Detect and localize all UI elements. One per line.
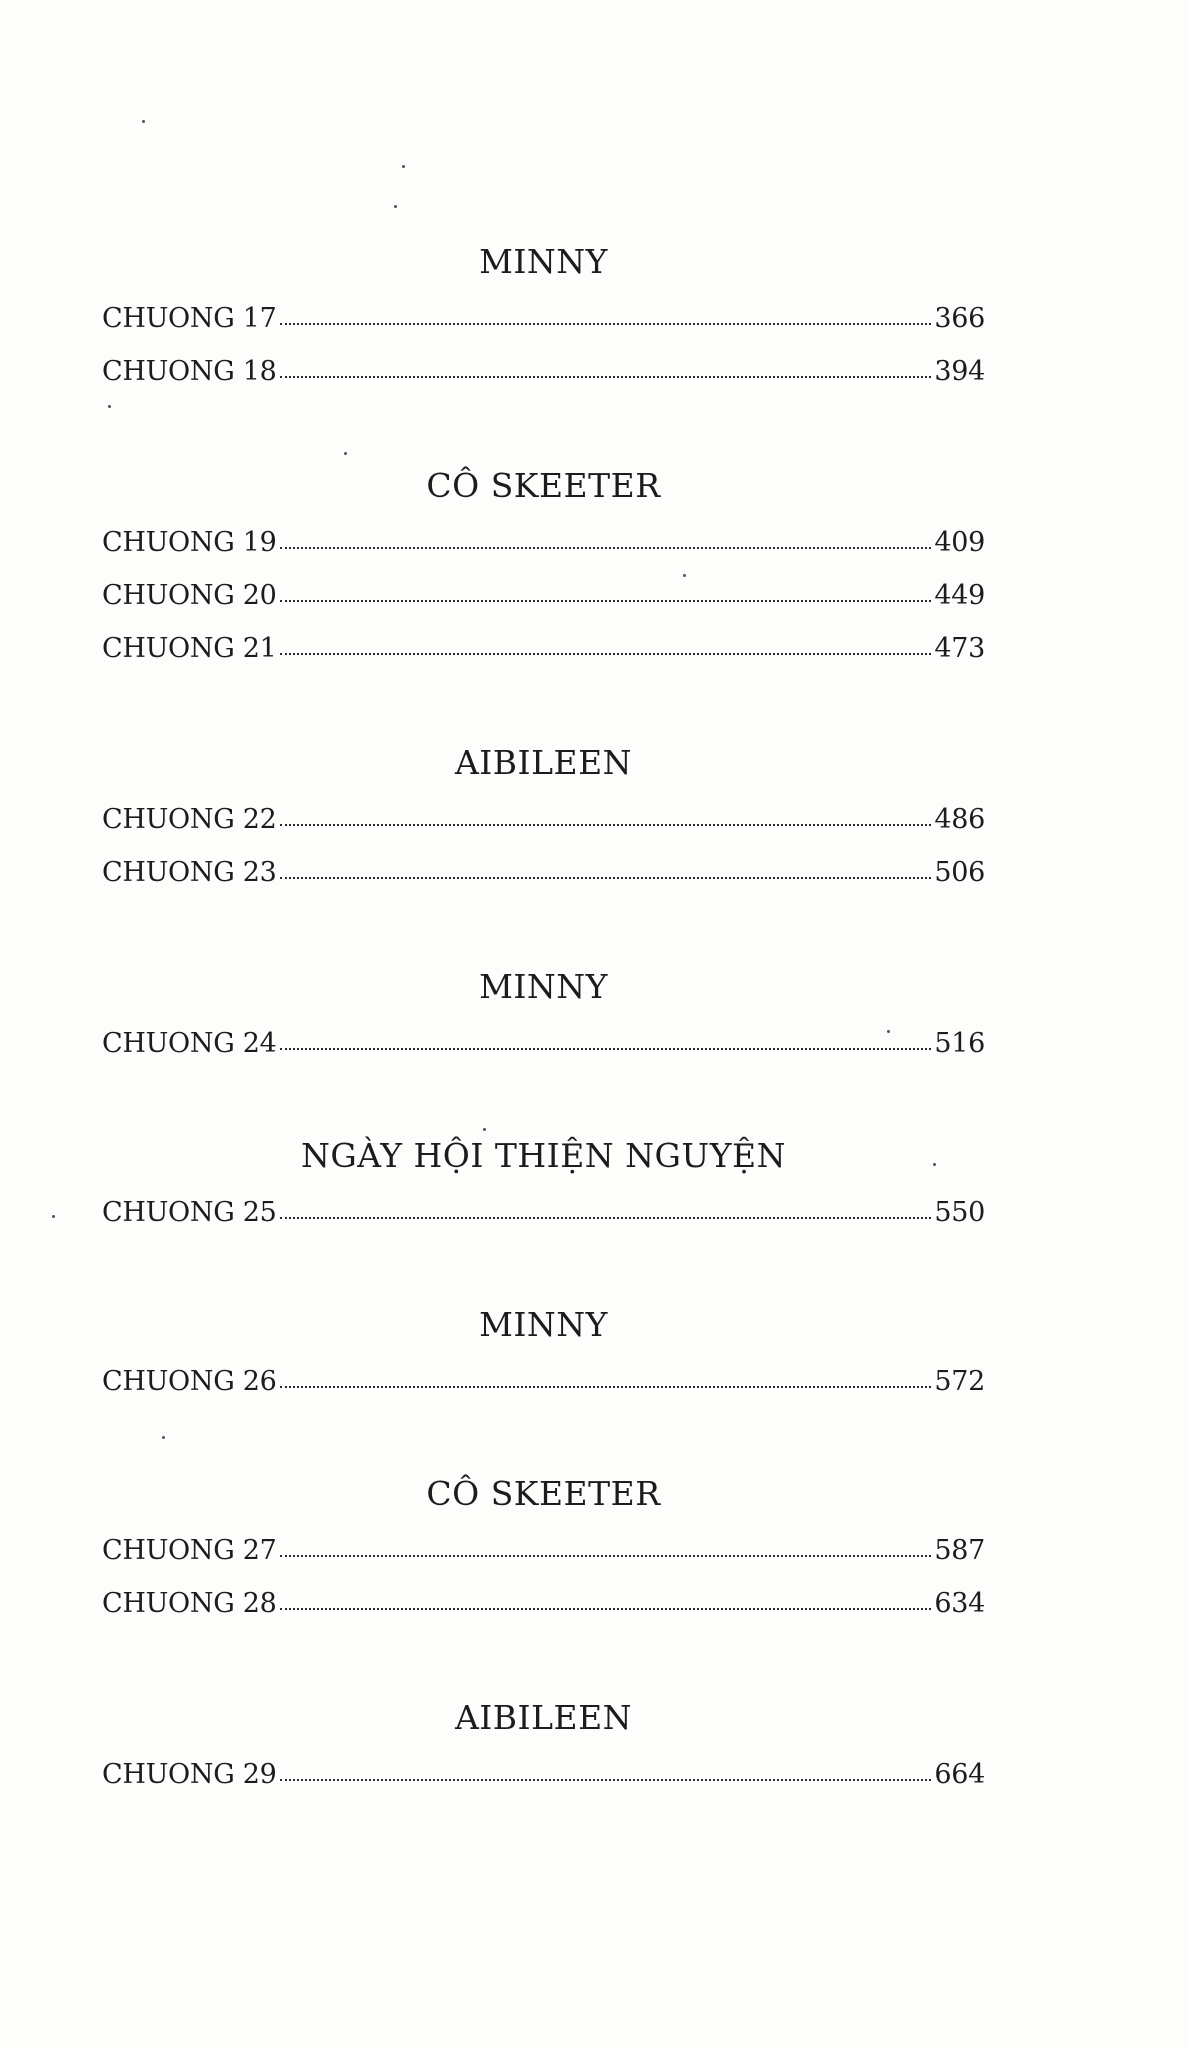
chapter-label: CHUONG 17 — [102, 303, 277, 334]
table-of-contents — [102, 232, 985, 1801]
page-number: 506 — [934, 857, 985, 888]
toc-section — [102, 733, 985, 899]
toc-entry[interactable] — [102, 846, 985, 899]
toc-entry[interactable] — [102, 1524, 985, 1577]
page-number: 664 — [934, 1759, 985, 1790]
chapter-label: CHUONG 28 — [102, 1588, 277, 1619]
toc-entry[interactable] — [102, 569, 985, 622]
page-number: 634 — [934, 1588, 985, 1619]
page-number: 473 — [934, 633, 985, 664]
toc-section — [102, 1464, 985, 1630]
section-title: NGÀY HỘI THIỆN NGUYỆN — [301, 1136, 786, 1175]
page-number: 409 — [934, 527, 985, 558]
chapter-label: CHUONG 18 — [102, 356, 277, 387]
page-number: 486 — [934, 804, 985, 835]
scan-speck — [142, 120, 145, 123]
toc-entry[interactable] — [102, 1355, 985, 1408]
toc-entry[interactable] — [102, 1186, 985, 1239]
dot-leader — [280, 531, 932, 551]
section-title: CÔ SKEETER — [426, 1474, 661, 1513]
dot-leader — [280, 1763, 932, 1783]
dot-leader — [280, 307, 932, 327]
chapter-label: CHUONG 27 — [102, 1535, 277, 1566]
section-title: MINNY — [479, 242, 608, 281]
chapter-label: CHUONG 22 — [102, 804, 277, 835]
dot-leader — [280, 637, 932, 657]
toc-entry[interactable] — [102, 1748, 985, 1801]
section-title: MINNY — [479, 1305, 608, 1344]
section-title: AIBILEEN — [454, 743, 633, 782]
dot-leader — [280, 1370, 932, 1390]
page-number: 572 — [934, 1366, 985, 1397]
dot-leader — [280, 861, 932, 881]
chapter-label: CHUONG 26 — [102, 1366, 277, 1397]
toc-section — [102, 232, 985, 398]
scan-speck — [394, 205, 397, 208]
toc-entry[interactable] — [102, 292, 985, 345]
toc-entry[interactable] — [102, 793, 985, 846]
dot-leader — [280, 1592, 932, 1612]
section-title: CÔ SKEETER — [426, 466, 661, 505]
page-number: 394 — [934, 356, 985, 387]
section-title: MINNY — [479, 967, 608, 1006]
toc-entry[interactable] — [102, 622, 985, 675]
toc-entry[interactable] — [102, 516, 985, 569]
dot-leader — [280, 1539, 932, 1559]
page-number: 366 — [934, 303, 985, 334]
scan-speck — [52, 1215, 55, 1218]
dot-leader — [280, 1201, 932, 1221]
toc-entry[interactable] — [102, 1017, 985, 1070]
toc-entry[interactable] — [102, 345, 985, 398]
chapter-label: CHUONG 29 — [102, 1759, 277, 1790]
dot-leader — [280, 360, 932, 380]
toc-entry[interactable] — [102, 1577, 985, 1630]
page-number: 550 — [934, 1197, 985, 1228]
toc-section — [102, 957, 985, 1070]
toc-section — [102, 456, 985, 675]
toc-section — [102, 1688, 985, 1801]
toc-section — [102, 1126, 985, 1239]
page-number: 449 — [934, 580, 985, 611]
dot-leader — [280, 808, 932, 828]
dot-leader — [280, 584, 932, 604]
page-number: 516 — [934, 1028, 985, 1059]
chapter-label: CHUONG 24 — [102, 1028, 277, 1059]
toc-section — [102, 1295, 985, 1408]
scan-speck — [402, 165, 405, 168]
page-number: 587 — [934, 1535, 985, 1566]
chapter-label: CHUONG 21 — [102, 633, 277, 664]
chapter-label: CHUONG 25 — [102, 1197, 277, 1228]
chapter-label: CHUONG 23 — [102, 857, 277, 888]
dot-leader — [280, 1032, 932, 1052]
section-title: AIBILEEN — [454, 1698, 633, 1737]
chapter-label: CHUONG 20 — [102, 580, 277, 611]
chapter-label: CHUONG 19 — [102, 527, 277, 558]
